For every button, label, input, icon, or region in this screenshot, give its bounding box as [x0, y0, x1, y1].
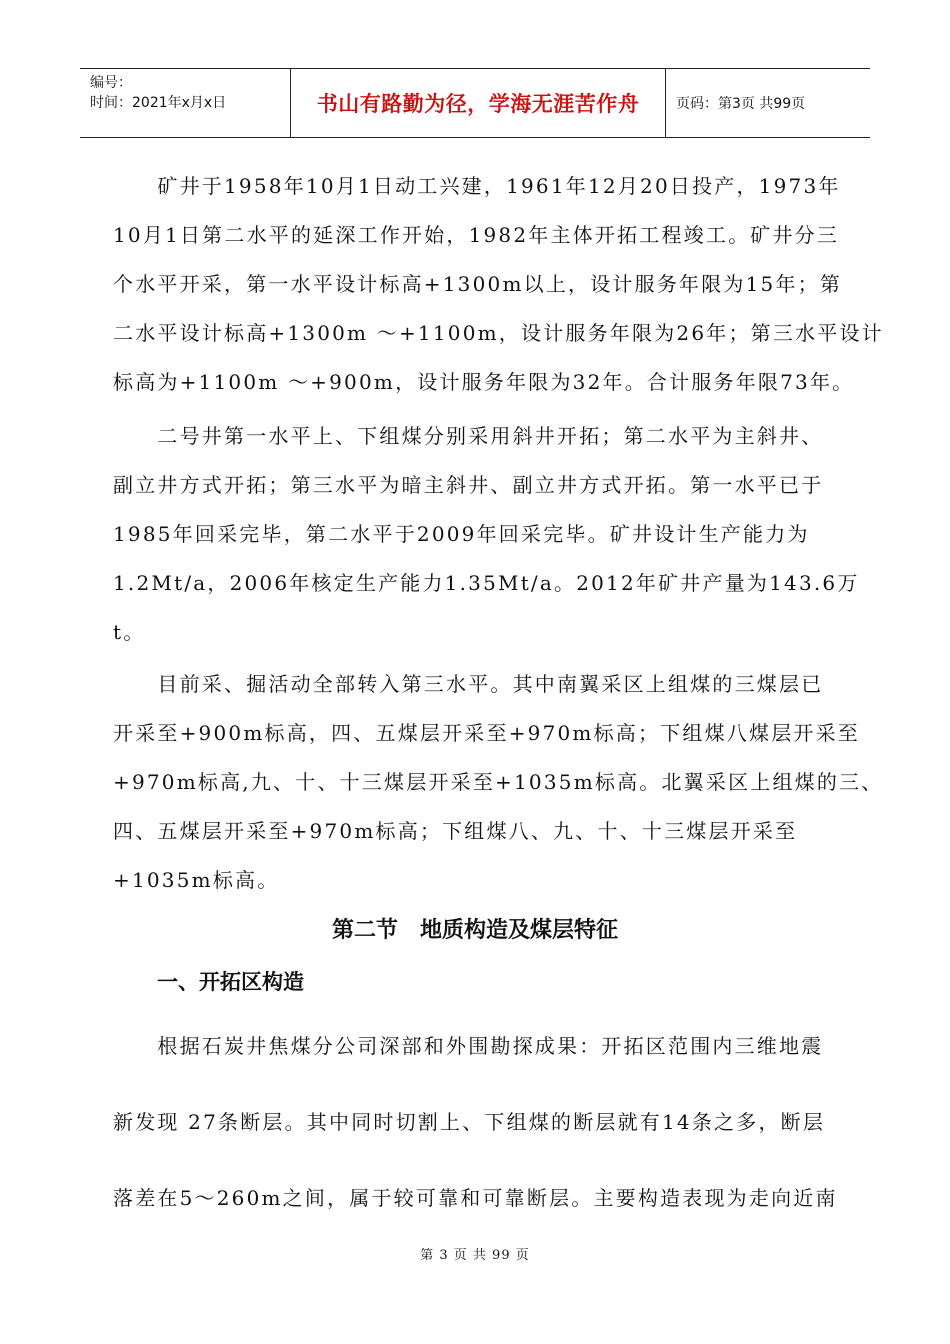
text-line: 四、五煤层开采至+970m标高；下组煤八、九、十、十三煤层开采至	[113, 819, 798, 843]
page-header	[80, 68, 870, 138]
header-meta	[80, 69, 291, 137]
text-line: 目前采、掘活动全部转入第三水平。其中南翼采区上组煤的三煤层已	[113, 672, 824, 696]
document-number-label: 编号：	[90, 75, 132, 91]
text-line: 1985年回采完毕，第二水平于2009年回采完毕。矿井设计生产能力为	[113, 522, 810, 546]
text-line: 开采至+900m标高，四、五煤层开采至+970m标高；下组煤八煤层开采至	[113, 721, 860, 745]
text-line: 落差在5～260m之间，属于较可靠和可靠断层。主要构造表现为走向近南	[113, 1186, 838, 1210]
section-title: 第二节 地质构造及煤层特征	[331, 918, 618, 943]
header-motto: 书山有路勤为径，学海无涯苦作舟	[291, 69, 666, 137]
text-line: t。	[113, 620, 146, 644]
paragraph-current-mining	[113, 660, 884, 905]
text-line: 1.2Mt/a，2006年核定生产能力1.35Mt/a。2012年矿井产量为143.6万	[113, 571, 860, 595]
text-line: 二号井第一水平上、下组煤分别采用斜井开拓；第二水平为主斜井、	[113, 424, 824, 448]
paragraph-mine-history	[113, 162, 884, 407]
text-line: 10月1日第二水平的延深工作开始，1982年主体开拓工程竣工。矿井分三	[113, 223, 840, 247]
subsection-title: 一、开拓区构造	[157, 970, 304, 994]
text-line: 标高为+1100m ～+900m，设计服务年限为32年。合计服务年限73年。	[113, 370, 855, 394]
text-line: 新发现 27条断层。其中同时切割上、下组煤的断层就有14条之多，断层	[113, 1110, 826, 1134]
text-line: 副立井方式开拓；第三水平为暗主斜井、副立井方式开拓。第一水平已于	[113, 473, 824, 497]
text-line: 二水平设计标高+1300m ～+1100m，设计服务年限为26年；第三水平设计	[113, 321, 884, 345]
page-footer: 第 3 页 共 99 页	[420, 1248, 530, 1263]
text-line: 个水平开采，第一水平设计标高+1300m以上，设计服务年限为15年；第	[113, 272, 843, 296]
text-line: +970m标高,九、十、十三煤层开采至+1035m标高。北翼采区上组煤的三、	[113, 770, 884, 794]
text-line: 根据石炭井焦煤分公司深部和外围勘探成果：开拓区范围内三维地震	[113, 1034, 824, 1058]
header-page-info: 页码：第3页 共99页	[676, 96, 806, 112]
document-time-label: 时间：2021年x月x日	[90, 95, 227, 111]
text-line: +1035m标高。	[113, 868, 280, 892]
paragraph-development-method	[113, 412, 860, 657]
text-line: 矿井于1958年10月1日动工兴建，1961年12月20日投产，1973年	[113, 174, 841, 198]
